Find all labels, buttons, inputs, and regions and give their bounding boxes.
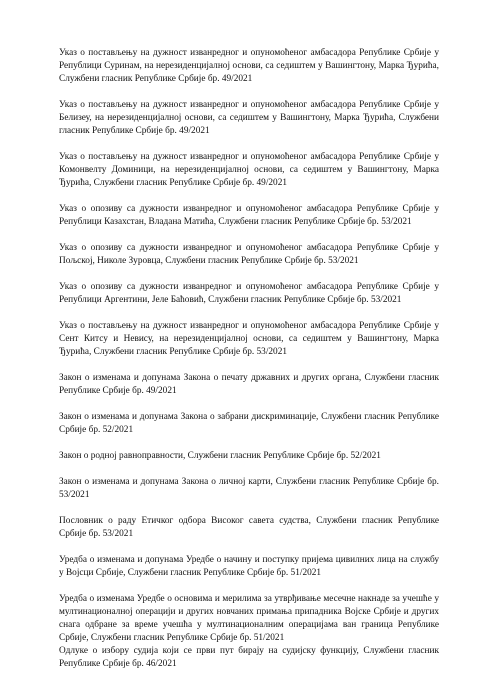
list-item: Указ о постављењу на дужност изванредног и опуномоћеног амбасадора Републике Србије у Републици Суринам, на нерезиденцијалној основи, са седиштем у Вашингтону, Марка Ђурића, Службени гласник Републике Србије бр. 49/2021 (59, 48, 439, 84)
list-item: Указ о постављењу на дужност изванредног и опуномоћеног амбасадора Републике Србије у Белизеу, на нерезиденцијалној основи, са седиштем у Вашингтону, Марка Ђурића, Службени гласник Републике Србије бр. 49/2021 (59, 100, 439, 136)
list-item: Закон о изменама и допунама Закона о печату државних и других органа, Службени гласник Републике Србије бр. 49/2021 (59, 373, 439, 396)
list-item: Одлуке о избору судија који се први пут бирају на судијску функцију, Службени гласник Републике Србије бр. 46/2021 (59, 646, 439, 669)
list-item: Указ о постављењу на дужност изванредног и опуномоћеног амбасадора Републике Србије у Сент Китсу и Невису, на нерезиденцијалној основи, са седиштем у Вашингтону, Марка Ђурића, Службени гласник Републике Србије бр. 53/2021 (59, 321, 439, 357)
list-item: Закон о родној равноправности, Службени гласник Републике Србије бр. 52/2021 (59, 451, 381, 461)
list-item: Указ о опозиву са дужности изванредног и опуномоћеног амбасадора Републике Србије у Републици Аргентини, Јеле Баћовић, Службени гласник Републике Србије бр. 53/2021 (59, 282, 439, 305)
list-item: Указ о опозиву са дужности изванредног и опуномоћеног амбасадора Републике Србије у Пољској, Николе Зуровца, Службени гласник Републике Србије бр. 53/2021 (59, 243, 439, 266)
list-item: Пословник о раду Етичког одбора Високог савета судства, Службени гласник Републике Србије бр. 53/2021 (59, 516, 439, 539)
list-item: Уредба о изменама и допунама Уредбе о начину и поступку пријема цивилних лица на службу у Војсци Србије, Службени гласник Републике Србије бр. 51/2021 (59, 555, 439, 578)
list-item: Указ о постављењу на дужност изванредног и опуномоћеног амбасадора Републике Србије у Комонвелту Доминици, на нерезиденцијалној основи, са седиштем у Вашингтону, Марка Ђурића, Службени гласник Републике Србије бр. 49/2021 (59, 152, 439, 188)
list-item: Указ о опозиву са дужности изванредног и опуномоћеног амбасадора Републике Србије у Републици Казахстан, Владана Матића, Службени гласник Републике Србије бр. 53/2021 (59, 204, 439, 227)
list-item: Закон о изменама и допунама Закона о личној карти, Службени гласник Републике Србије бр. 53/2021 (59, 477, 439, 500)
document-page (59, 47, 439, 671)
list-item: Закон о изменама и допунама Закона о забрани дискриминације, Службени гласник Републике Србије бр. 52/2021 (59, 412, 439, 435)
list-item: Уредба о изменама Уредбе о основима и мерилима за утврђивање месечне накнаде за учешће у мултинационалној операцији и других новчаних примања припадника Војске Србије и других снага одбране за време учешћа у мултинационалним операцијама ван граница Републике Србије, Службени гласник Републике Србије бр. 51/2021 (59, 594, 439, 643)
